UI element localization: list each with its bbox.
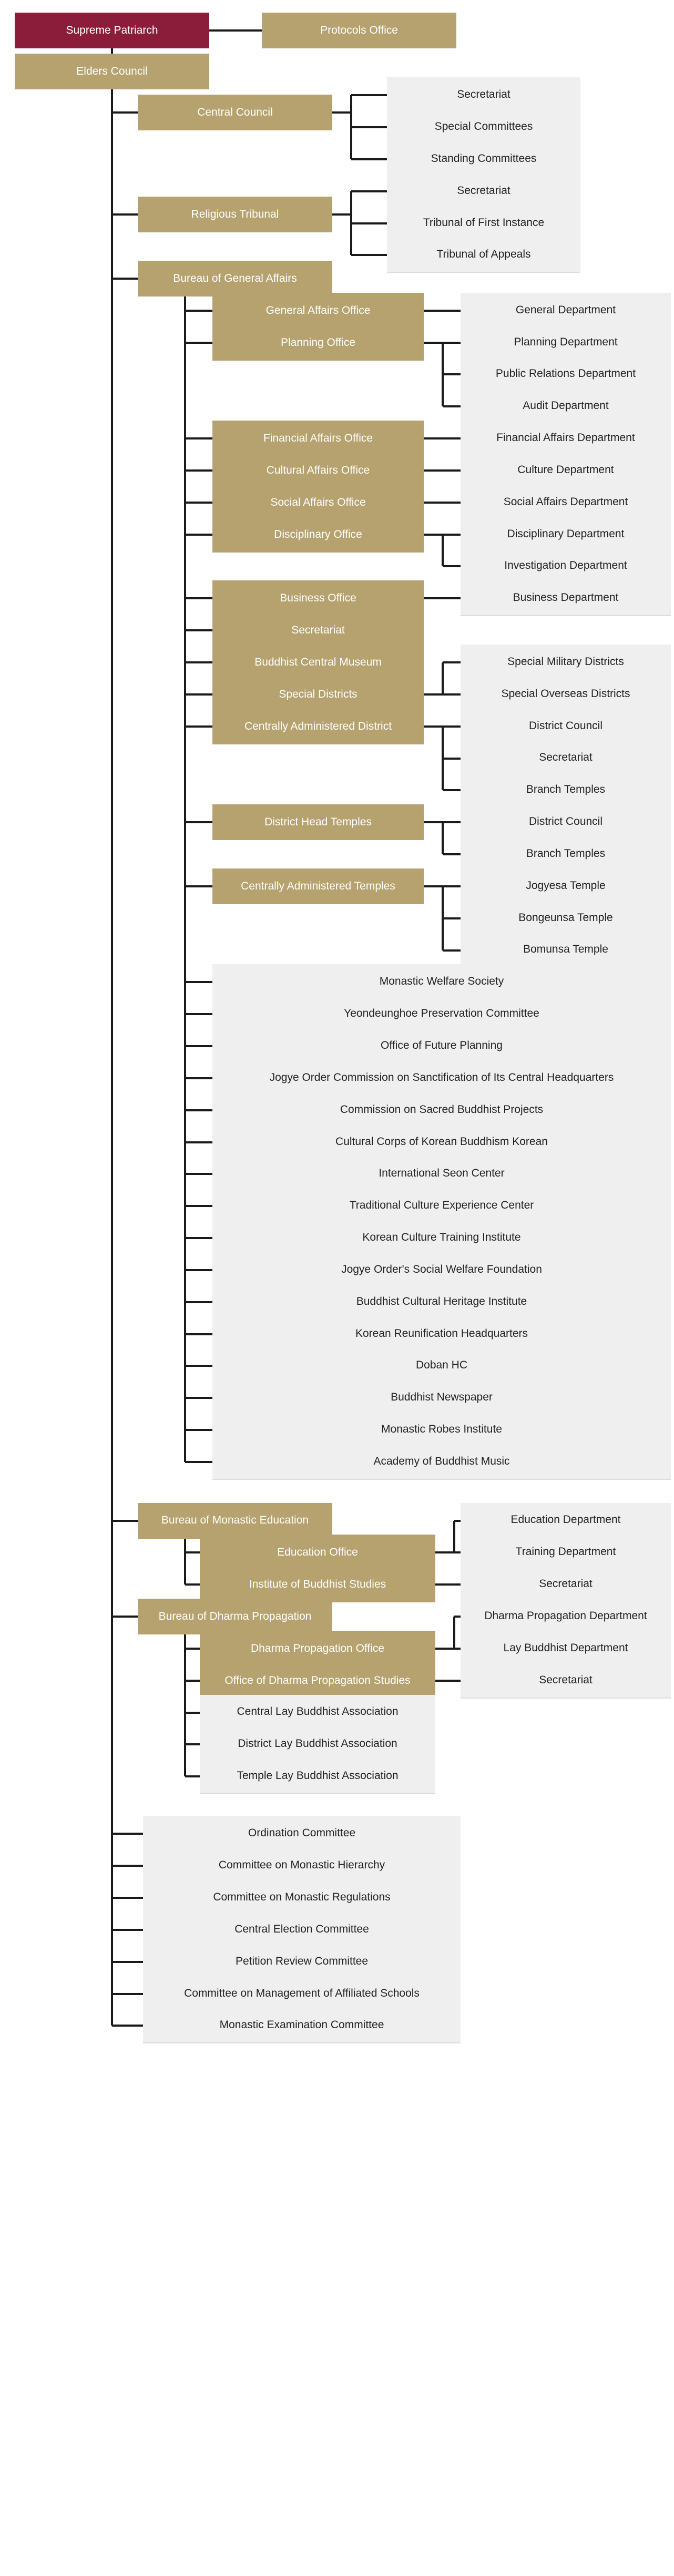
org-node: Traditional Culture Experience Center: [212, 1188, 671, 1224]
connector-line: [112, 1520, 138, 1522]
connector-line: [424, 469, 443, 472]
connector-line: [185, 1109, 212, 1111]
connector-line: [443, 310, 461, 312]
connector-line: [111, 48, 113, 54]
org-node: Dharma Propagation Department: [461, 1599, 671, 1634]
org-node: Central Lay Buddhist Association: [200, 1695, 435, 1731]
connector-line: [185, 437, 212, 439]
connector-line: [424, 885, 443, 887]
org-node: International Seon Center: [212, 1156, 671, 1192]
connector-line: [112, 1833, 143, 1835]
connector-line: [351, 254, 387, 256]
connector-line: [443, 853, 461, 855]
connector-line: [184, 1539, 186, 1585]
connector-line: [112, 1929, 143, 1931]
connector-line: [453, 1617, 455, 1649]
connector-line: [185, 693, 212, 696]
connector-line: [185, 725, 212, 728]
connector-line: [185, 885, 212, 887]
connector-line: [424, 693, 443, 696]
org-node: Office of Dharma Propagation Studies: [200, 1663, 435, 1699]
org-node: Audit Department: [461, 389, 671, 424]
org-node: Special Overseas Districts: [461, 677, 671, 712]
connector-line: [185, 469, 212, 472]
connector-line: [185, 821, 212, 823]
org-node: Business Office: [212, 580, 424, 616]
org-node: General Affairs Office: [212, 293, 424, 329]
connector-line: [351, 190, 387, 192]
connector-line: [443, 693, 461, 696]
connector-line: [185, 1013, 212, 1015]
connector-line: [185, 981, 212, 983]
connector-line: [443, 342, 461, 344]
connector-line: [112, 278, 138, 280]
connector-line: [454, 1616, 461, 1618]
org-node: Protocols Office: [262, 13, 456, 48]
connector-line: [424, 437, 443, 439]
connector-line: [443, 565, 461, 567]
connector-line: [443, 789, 461, 791]
org-node: Social Affairs Office: [212, 485, 424, 520]
org-node: Planning Department: [461, 325, 671, 361]
connector-line: [443, 917, 461, 919]
org-node: Bongeunsa Temple: [461, 901, 671, 936]
org-node: Monastic Robes Institute: [212, 1412, 671, 1448]
org-node: Temple Lay Buddhist Association: [200, 1759, 435, 1794]
connector-line: [443, 949, 461, 952]
connector-line: [112, 1897, 143, 1899]
connector-line: [185, 1237, 212, 1239]
connector-line: [185, 1712, 200, 1714]
org-node: Secretariat: [387, 173, 580, 209]
org-node: Committee on Monastic Regulations: [143, 1880, 461, 1916]
connector-line: [442, 822, 444, 854]
org-node: Secretariat: [461, 1567, 671, 1602]
org-node: Korean Culture Training Institute: [212, 1220, 671, 1256]
org-node: Education Office: [200, 1535, 435, 1570]
connector-line: [112, 213, 138, 216]
org-node: Dharma Propagation Office: [200, 1631, 435, 1667]
connector-line: [185, 1397, 212, 1399]
connector-line: [185, 1173, 212, 1175]
org-node: General Department: [461, 293, 671, 329]
org-node: Planning Office: [212, 325, 424, 361]
org-node: Branch Temples: [461, 772, 671, 808]
org-node: Monastic Examination Committee: [143, 2008, 461, 2043]
org-node: Special Districts: [212, 677, 424, 712]
org-node: Buddhist Central Museum: [212, 645, 424, 680]
connector-line: [185, 342, 212, 344]
connector-line: [351, 222, 387, 224]
org-node: Monastic Welfare Society: [212, 964, 671, 1000]
connector-line: [185, 1205, 212, 1207]
connector-line: [112, 111, 138, 114]
connector-line: [351, 126, 387, 128]
connector-line: [185, 502, 212, 504]
connector-line: [185, 1680, 200, 1682]
org-node: District Council: [461, 709, 671, 744]
connector-line: [443, 469, 461, 472]
org-node: Institute of Buddhist Studies: [200, 1567, 435, 1602]
org-node: Committee on Management of Affiliated Schools: [143, 1976, 461, 2012]
connector-line: [443, 502, 461, 504]
connector-line: [351, 158, 387, 160]
org-node: Central Election Committee: [143, 1912, 461, 1948]
connector-line: [443, 405, 461, 407]
connector-line: [443, 725, 461, 728]
connector-line: [185, 1648, 200, 1650]
connector-line: [112, 1993, 143, 1995]
org-node: Financial Affairs Department: [461, 421, 671, 456]
org-node: Secretariat: [212, 612, 424, 648]
org-node: District Head Temples: [212, 804, 424, 840]
org-node: Business Department: [461, 580, 671, 616]
org-node: Commission on Sacred Buddhist Projects: [212, 1092, 671, 1128]
connector-line: [443, 534, 461, 536]
org-node: Culture Department: [461, 453, 671, 488]
org-node: Financial Affairs Office: [212, 421, 424, 456]
connector-line: [454, 1680, 461, 1682]
connector-line: [185, 1333, 212, 1335]
connector-line: [332, 111, 351, 114]
connector-line: [112, 1865, 143, 1867]
connector-line: [185, 1429, 212, 1431]
connector-line: [185, 1045, 212, 1047]
org-node: Education Department: [461, 1503, 671, 1539]
connector-line: [185, 1141, 212, 1143]
connector-line: [185, 1461, 212, 1463]
org-node: Jogye Order's Social Welfare Foundation: [212, 1252, 671, 1288]
org-node: Central Council: [138, 95, 332, 130]
connector-line: [185, 1301, 212, 1303]
org-node: Bomunsa Temple: [461, 933, 671, 968]
org-node: Secretariat: [387, 77, 580, 113]
org-node: Buddhist Cultural Heritage Institute: [212, 1284, 671, 1320]
connector-line: [185, 310, 212, 312]
org-node: District Lay Buddhist Association: [200, 1726, 435, 1762]
connector-line: [443, 373, 461, 375]
org-node: Training Department: [461, 1535, 671, 1570]
org-node: Secretariat: [461, 741, 671, 776]
org-node: Disciplinary Office: [212, 517, 424, 553]
org-node: Centrally Administered Temples: [212, 868, 424, 904]
org-node: Committee on Monastic Hierarchy: [143, 1848, 461, 1884]
connector-line: [454, 1648, 461, 1650]
org-node: Branch Temples: [461, 836, 671, 872]
connector-line: [443, 661, 461, 663]
org-node: Investigation Department: [461, 548, 671, 584]
org-node: Elders Council: [15, 54, 209, 89]
connector-line: [443, 821, 461, 823]
org-node: Lay Buddhist Department: [461, 1631, 671, 1667]
org-node: Public Relations Department: [461, 356, 671, 392]
connector-line: [209, 29, 262, 32]
org-node: Academy of Buddhist Music: [212, 1444, 671, 1480]
org-node: Cultural Corps of Korean Buddhism Korean: [212, 1125, 671, 1160]
org-node: Ordination Committee: [143, 1816, 461, 1852]
connector-line: [435, 1648, 454, 1650]
connector-line: [185, 1743, 200, 1745]
connector-line: [185, 1365, 212, 1367]
org-node: Bureau of Dharma Propagation: [138, 1599, 332, 1634]
connector-line: [443, 758, 461, 760]
connector-line: [454, 1583, 461, 1586]
connector-line: [424, 310, 443, 312]
org-node: Korean Reunification Headquarters: [212, 1316, 671, 1352]
connector-line: [435, 1551, 454, 1553]
connector-line: [435, 1680, 454, 1682]
org-node: Tribunal of Appeals: [387, 237, 580, 273]
org-node: Office of Future Planning: [212, 1028, 671, 1064]
connector-line: [424, 502, 443, 504]
org-node: Disciplinary Department: [461, 517, 671, 553]
org-node: Tribunal of First Instance: [387, 206, 580, 241]
connector-line: [332, 213, 351, 216]
connector-line: [112, 1961, 143, 1963]
connector-line: [443, 437, 461, 439]
org-node: Jogye Order Commission on Sanctification of Its Central Headquarters: [212, 1060, 671, 1096]
connector-line: [442, 662, 444, 694]
connector-line: [112, 2025, 143, 2027]
connector-line: [184, 1634, 186, 1776]
connector-line: [424, 342, 443, 344]
org-node: Cultural Affairs Office: [212, 453, 424, 488]
org-node: Special Military Districts: [461, 645, 671, 680]
connector-line: [185, 1269, 212, 1271]
connector-line: [424, 534, 443, 536]
org-node: District Council: [461, 804, 671, 840]
connector-line: [424, 725, 443, 728]
org-node: Yeondeunghoe Preservation Committee: [212, 996, 671, 1032]
org-node: Special Committees: [387, 109, 580, 145]
connector-line: [453, 1521, 455, 1553]
connector-line: [185, 629, 212, 631]
connector-line: [435, 1583, 454, 1586]
connector-line: [185, 534, 212, 536]
org-node: Petition Review Committee: [143, 1944, 461, 1980]
connector-line: [185, 1775, 200, 1777]
connector-line: [443, 885, 461, 887]
org-node: Bureau of Monastic Education: [138, 1503, 332, 1539]
org-node: Social Affairs Department: [461, 485, 671, 520]
org-node: Bureau of General Affairs: [138, 261, 332, 297]
connector-line: [424, 597, 443, 599]
connector-line: [454, 1551, 461, 1553]
connector-line: [442, 535, 444, 567]
connector-line: [351, 94, 387, 96]
connector-line: [112, 1616, 138, 1618]
org-node: Religious Tribunal: [138, 197, 332, 232]
org-node: Doban HC: [212, 1348, 671, 1384]
connector-line: [424, 821, 443, 823]
connector-line: [185, 661, 212, 663]
connector-line: [185, 1551, 200, 1553]
connector-line: [185, 597, 212, 599]
org-node: Supreme Patriarch: [15, 13, 209, 48]
org-node: Centrally Administered District: [212, 709, 424, 744]
org-node: Jogyesa Temple: [461, 868, 671, 904]
connector-line: [454, 1520, 461, 1522]
org-node: Buddhist Newspaper: [212, 1380, 671, 1416]
connector-line: [443, 597, 461, 599]
connector-line: [185, 1583, 200, 1586]
connector-line: [111, 89, 113, 2026]
connector-line: [185, 1077, 212, 1079]
org-node: Secretariat: [461, 1663, 671, 1699]
org-node: Standing Committees: [387, 141, 580, 177]
